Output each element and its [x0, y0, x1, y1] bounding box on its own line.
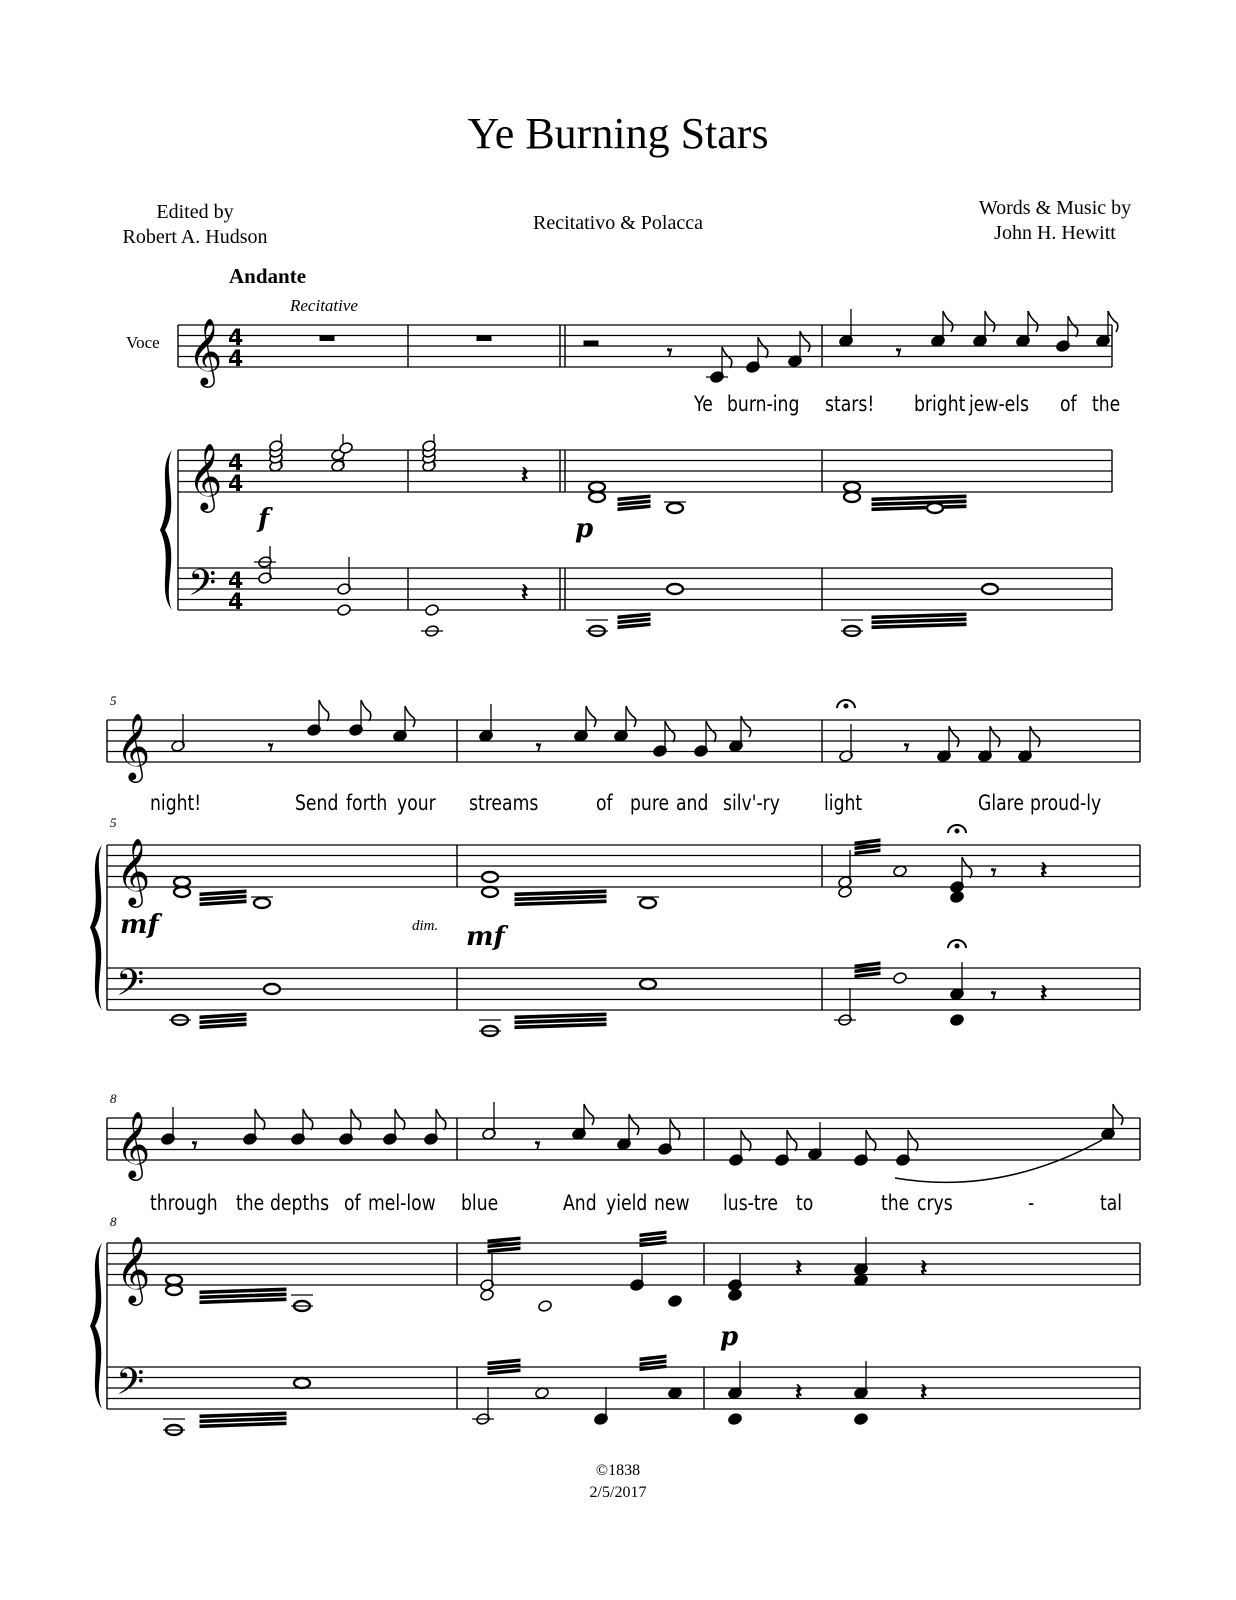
tremolo-beam	[515, 895, 606, 901]
quarter-rest: 𝄽	[521, 580, 529, 606]
note-flag	[255, 1109, 265, 1130]
fermata-dot	[844, 704, 848, 708]
time-signature-numerator: 4	[228, 326, 244, 351]
lyric-syllable: to	[796, 1191, 814, 1215]
tremolo-beam	[872, 618, 966, 624]
note-flag	[586, 706, 596, 727]
tremolo-beam	[488, 1247, 520, 1253]
note-flag	[990, 726, 1000, 747]
copyright: ©1838	[595, 1462, 641, 1479]
bar-number: 5	[110, 693, 117, 708]
tremolo-beam	[200, 1293, 286, 1299]
whole-notehead	[844, 482, 860, 492]
lyric-syllable: Ye	[694, 392, 713, 416]
grand-staff-brace	[90, 1243, 102, 1409]
tremolo-beam	[200, 890, 246, 896]
lyric-syllable: -	[1028, 1191, 1035, 1215]
note-flag	[670, 1119, 680, 1140]
lyric-syllable: And	[563, 1191, 597, 1215]
dynamic-piano: p	[720, 1322, 739, 1352]
dynamic-diminuendo: dim.	[412, 918, 439, 934]
tremolo-beam	[515, 890, 606, 896]
note-flag	[351, 1109, 361, 1130]
eighth-rest: 𝄾	[991, 985, 997, 1007]
tremolo-beam	[640, 1231, 666, 1237]
time-signature-denominator: 4	[228, 347, 244, 372]
eighth-rest: 𝄾	[192, 1135, 198, 1157]
note-flag	[405, 706, 415, 727]
fermata-dot	[955, 944, 959, 948]
composer-credit-line1: Words & Music by	[978, 197, 1132, 219]
tremolo-beam	[872, 500, 966, 506]
note-flag	[787, 1130, 797, 1151]
lyric-syllable: your	[397, 791, 436, 815]
dynamic-mezzo-forte: mf	[466, 922, 505, 952]
note-flag	[949, 726, 959, 747]
dynamic-mezzo-forte: mf	[120, 910, 159, 940]
lyric-syllable: depths	[270, 1191, 330, 1215]
quarter-rest: 𝄽	[920, 1380, 928, 1406]
eighth-rest: 𝄾	[535, 1135, 541, 1157]
bar-number: 5	[110, 815, 117, 830]
quarter-rest: 𝄽	[795, 1380, 803, 1406]
tremolo-beam	[640, 1355, 666, 1361]
quarter-rest: 𝄽	[1040, 858, 1048, 884]
lyric-syllable: night!	[150, 791, 202, 815]
note-flag	[706, 721, 716, 742]
lyric-syllable: Send	[295, 791, 339, 815]
time-signature-numerator: 4	[228, 569, 244, 594]
note-flag	[436, 1109, 446, 1130]
tremolo-beam	[515, 900, 606, 906]
tremolo-beam	[200, 1023, 246, 1029]
quarter-rest: 𝄽	[1040, 981, 1048, 1007]
whole-notehead	[482, 872, 498, 882]
note-flag	[800, 331, 810, 352]
note-flag	[1113, 1104, 1123, 1125]
tremolo-beam	[200, 1288, 286, 1294]
eighth-rest: 𝄾	[667, 342, 673, 364]
lyric-syllable: forth	[346, 791, 388, 815]
expression-marking: Recitative	[290, 296, 358, 315]
composer-credit-line2: John H. Hewitt	[994, 222, 1116, 244]
bar-number: 8	[110, 1214, 117, 1229]
lyric-syllable: new	[654, 1191, 690, 1215]
tremolo-beam	[200, 900, 246, 906]
lyric-syllable: and	[676, 791, 709, 815]
note-flag	[741, 1130, 751, 1151]
lyric-syllable: silv'-ry	[723, 791, 780, 815]
whole-notehead	[640, 898, 656, 908]
page-title: Ye Burning Stars	[467, 109, 769, 158]
lyric-syllable: tal	[1100, 1191, 1123, 1215]
tremolo-beam	[515, 1013, 606, 1019]
treble-clef: 𝄞	[116, 712, 151, 780]
tremolo-beam	[855, 839, 880, 845]
whole-notehead	[264, 984, 280, 994]
quarter-rest: 𝄽	[795, 1256, 803, 1282]
note-flag	[722, 347, 732, 368]
note-flag	[629, 1114, 639, 1135]
lyric-syllable: pure	[630, 791, 670, 815]
tremolo-beam	[488, 1364, 520, 1370]
bass-clef: 𝄢	[116, 1361, 145, 1412]
tremolo-beam	[200, 1018, 246, 1024]
lyric-syllable: proud-ly	[1030, 791, 1102, 815]
notehead	[425, 604, 440, 617]
note-flag	[395, 1109, 405, 1130]
whole-rest	[320, 336, 334, 341]
tremolo-beam	[640, 1241, 666, 1247]
whole-notehead	[844, 492, 860, 502]
note-flag	[1068, 316, 1078, 337]
tremolo-beam	[872, 623, 966, 629]
notehead	[480, 1289, 495, 1302]
lyric-syllable: of	[596, 791, 613, 815]
lyric-syllable: the	[1092, 392, 1121, 416]
whole-notehead	[667, 584, 683, 594]
tremolo-beam	[200, 895, 246, 901]
note-flag	[626, 706, 636, 727]
note-flag	[985, 311, 995, 332]
tremolo-beam	[515, 1023, 606, 1029]
tremolo-beam	[855, 972, 880, 978]
tremolo-beam	[855, 849, 880, 855]
note-flag	[1030, 726, 1040, 747]
whole-notehead	[589, 482, 605, 492]
tremolo-beam	[640, 1365, 666, 1371]
editor-credit-line1: Edited by	[156, 201, 234, 223]
tremolo-beam	[200, 1417, 286, 1423]
treble-clef: 𝄞	[116, 1235, 151, 1303]
dynamic-piano: p	[575, 514, 594, 544]
tempo-marking: Andante	[229, 264, 307, 288]
lyric-syllable: light	[824, 791, 863, 815]
dynamic-forte: f	[258, 504, 270, 534]
note-flag	[319, 700, 329, 721]
note-flag	[908, 1130, 918, 1151]
subtitle: Recitativo & Polacca	[533, 212, 703, 234]
whole-notehead	[927, 503, 943, 513]
bar-number: 8	[110, 1091, 117, 1106]
notehead	[538, 1300, 553, 1313]
editor-credit-line2: Robert A. Hudson	[122, 226, 268, 248]
notehead	[728, 1413, 743, 1426]
tremolo-beam	[515, 1018, 606, 1024]
whole-notehead	[640, 979, 656, 989]
tremolo-beam	[618, 500, 650, 506]
tremolo-beam	[488, 1369, 520, 1375]
whole-notehead	[254, 898, 270, 908]
lyric-syllable: burn-ing	[727, 392, 800, 416]
time-signature-denominator: 4	[228, 590, 244, 615]
tremolo-beam	[872, 613, 966, 619]
notehead	[950, 1014, 965, 1027]
lyric-syllable: lus-tre	[723, 1191, 778, 1215]
lyric-syllable: the	[236, 1191, 265, 1215]
lyric-syllable: stars!	[825, 392, 875, 416]
treble-clef: 𝄞	[188, 317, 223, 385]
lyric-syllable: Glare	[978, 791, 1024, 815]
note-flag	[361, 700, 371, 721]
whole-rest	[477, 336, 491, 341]
whole-notehead	[667, 503, 683, 513]
tremolo-beam	[200, 1422, 286, 1428]
lyric-syllable: streams	[469, 791, 539, 815]
tremolo-beam	[200, 1298, 286, 1304]
voice-label: Voce	[126, 333, 160, 352]
time-signature-denominator: 4	[228, 472, 244, 497]
note-flag	[741, 716, 751, 737]
grand-staff-brace	[160, 450, 172, 610]
tremolo-beam	[640, 1236, 666, 1242]
tremolo-beam	[618, 618, 650, 624]
half-rest	[584, 341, 598, 346]
lyric-syllable: the	[881, 1191, 910, 1215]
note-flag	[866, 1130, 876, 1151]
notehead	[337, 604, 352, 617]
treble-clef: 𝄞	[116, 1110, 151, 1178]
lyric-syllable: mel-low	[368, 1191, 436, 1215]
whole-notehead	[166, 1275, 182, 1285]
notehead	[728, 1289, 743, 1302]
time-signature-numerator: 4	[228, 451, 244, 476]
tremolo-beam	[618, 613, 650, 619]
notehead	[854, 1413, 869, 1426]
quarter-rest: 𝄽	[920, 1256, 928, 1282]
lyric-syllable: yield	[606, 1191, 648, 1215]
lyric-syllable: jew-els	[969, 392, 1030, 416]
lyric-syllable: of	[1060, 392, 1077, 416]
note-flag	[665, 721, 675, 742]
tremolo-beam	[488, 1237, 520, 1243]
eighth-rest: 𝄾	[268, 737, 274, 759]
notehead	[893, 972, 908, 985]
lyric-syllable: bright	[914, 392, 966, 416]
fermata-dot	[955, 829, 959, 833]
eighth-rest: 𝄾	[896, 342, 902, 364]
grand-staff-brace	[90, 845, 102, 1010]
notehead	[950, 891, 965, 904]
lyric-syllable: crys	[917, 1191, 953, 1215]
tremolo-beam	[855, 962, 880, 968]
tremolo-beam	[200, 1013, 246, 1019]
lyric-syllable: through	[150, 1191, 218, 1215]
treble-clef: 𝄞	[116, 837, 151, 905]
whole-notehead	[174, 877, 190, 887]
tremolo-beam	[872, 495, 966, 501]
whole-notehead	[174, 887, 190, 897]
note-flag	[584, 1104, 594, 1125]
tremolo-beam	[618, 623, 650, 629]
eighth-rest: 𝄾	[536, 737, 542, 759]
eighth-rest: 𝄾	[991, 862, 997, 884]
note-flag	[962, 857, 972, 878]
note-flag	[1108, 311, 1118, 332]
tremolo-beam	[200, 1412, 286, 1418]
eighth-rest: 𝄾	[904, 737, 910, 759]
note-flag	[1028, 311, 1038, 332]
tremolo-beam	[618, 505, 650, 511]
notehead	[668, 1295, 683, 1308]
whole-notehead	[166, 1285, 182, 1295]
whole-notehead	[294, 1378, 310, 1388]
whole-notehead	[482, 887, 498, 897]
slur	[895, 1140, 1102, 1182]
tremolo-beam	[872, 505, 966, 511]
bass-clef: 𝄢	[116, 962, 145, 1013]
footer-date: 2/5/2017	[589, 1484, 647, 1501]
lyric-syllable: of	[344, 1191, 361, 1215]
tremolo-beam	[618, 495, 650, 501]
bass-clef: 𝄢	[188, 562, 217, 613]
quarter-rest: 𝄽	[521, 463, 529, 489]
whole-notehead	[982, 584, 998, 594]
tremolo-beam	[640, 1360, 666, 1366]
lyric-syllable: blue	[461, 1191, 499, 1215]
whole-notehead	[589, 492, 605, 502]
treble-clef: 𝄞	[188, 442, 223, 510]
note-flag	[758, 337, 768, 358]
tremolo-beam	[488, 1359, 520, 1365]
note-flag	[303, 1109, 313, 1130]
note-flag	[943, 311, 953, 332]
